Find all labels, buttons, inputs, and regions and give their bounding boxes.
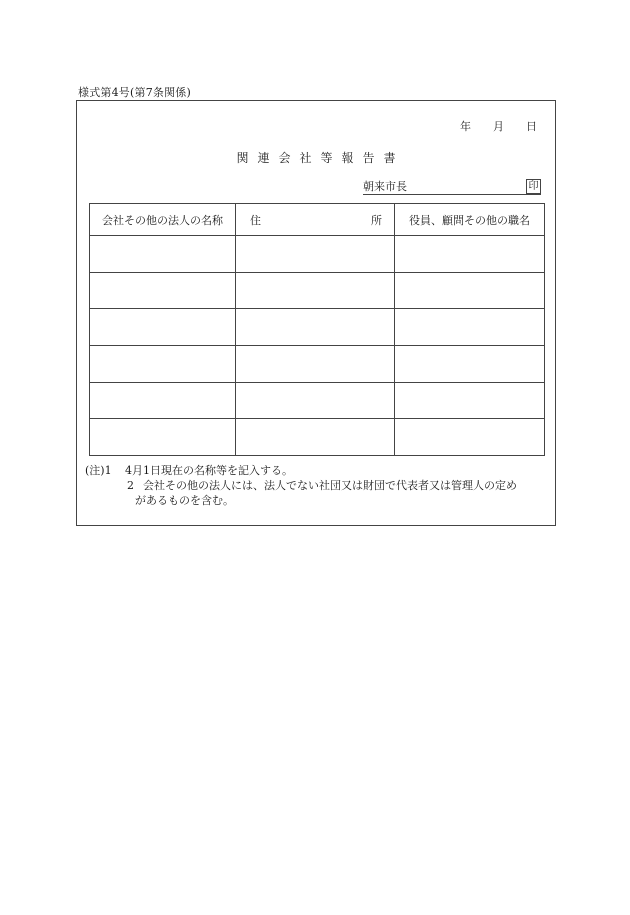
notes-label: (注): [85, 464, 105, 477]
cell-position[interactable]: [395, 419, 545, 456]
table-row: [90, 345, 545, 382]
date-year-label: 年: [460, 120, 471, 133]
date-day-label: 日: [526, 120, 537, 133]
table-row: [90, 272, 545, 309]
cell-company[interactable]: [90, 345, 236, 382]
cell-position[interactable]: [395, 236, 545, 273]
cell-position[interactable]: [395, 345, 545, 382]
cell-position[interactable]: [395, 272, 545, 309]
header-address-part1: 住: [250, 213, 261, 227]
note-number: 1: [104, 464, 112, 477]
cell-company[interactable]: [90, 419, 236, 456]
cell-position[interactable]: [395, 309, 545, 346]
form-frame: [76, 100, 556, 526]
addressee: 朝来市長: [363, 179, 541, 195]
header-address-part2: 所: [371, 213, 382, 227]
table-header-row: [90, 204, 545, 236]
cell-address[interactable]: [236, 345, 395, 382]
note-text: 4月1日現在の名称等を記入する。: [125, 464, 293, 477]
cell-address[interactable]: [236, 382, 395, 419]
header-company-name: 会社その他の法人の名称: [90, 204, 236, 236]
table-row: [90, 309, 545, 346]
date-line: [460, 118, 537, 134]
cell-address[interactable]: [236, 236, 395, 273]
cell-position[interactable]: [395, 382, 545, 419]
table-row: [90, 419, 545, 456]
header-address: [236, 204, 395, 236]
notes: [85, 463, 563, 508]
report-table: [89, 203, 545, 456]
form-id: 様式第4号(第7条関係): [78, 86, 191, 99]
cell-company[interactable]: [90, 236, 236, 273]
header-position: 役員、顧問その他の職名: [395, 204, 545, 236]
date-month-label: 月: [493, 120, 504, 133]
note-number: 2: [127, 479, 134, 492]
cell-address[interactable]: [236, 272, 395, 309]
cell-address[interactable]: [236, 419, 395, 456]
note-text-continuation: があるものを含む。: [135, 494, 234, 507]
table-row: [90, 236, 545, 273]
seal-mark: 印: [526, 179, 541, 194]
note-item: [85, 463, 563, 478]
cell-company[interactable]: [90, 272, 236, 309]
cell-company[interactable]: [90, 309, 236, 346]
table-row: [90, 382, 545, 419]
cell-address[interactable]: [236, 309, 395, 346]
note-text: 会社その他の法人には、法人でない社団又は財団で代表者又は管理人の定め: [143, 479, 517, 492]
cell-company[interactable]: [90, 382, 236, 419]
note-item: [85, 478, 563, 493]
document-title: 関連会社等報告書: [236, 151, 405, 165]
